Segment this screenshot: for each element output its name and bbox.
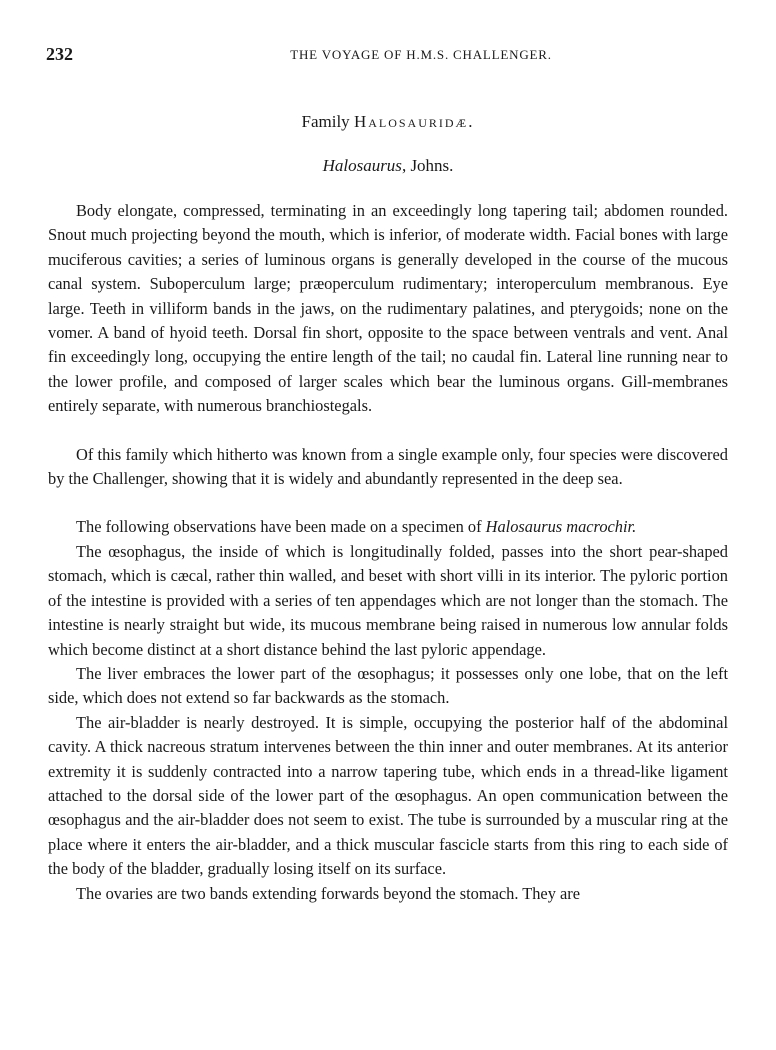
family-heading-name: Halosauridæ.	[353, 112, 475, 131]
family-heading	[0, 112, 776, 132]
observations-species: Halosaurus macrochir.	[485, 517, 637, 537]
paragraph-ovaries: The ovaries are two bands extending forwards beyond the stomach. They are	[76, 883, 580, 903]
running-head	[46, 44, 736, 66]
page-number: 232	[46, 44, 73, 64]
family-heading-prefix: Family	[301, 112, 350, 131]
genus-name: Halosaurus	[322, 156, 402, 175]
observations-intro-text: The following observations have been made on a specimen of	[76, 517, 486, 537]
paragraph-diagnosis: Body elongate, compressed, terminating in an exceedingly long tapering tail; abdomen rounded. Snout much projecting beyond the mouth, which is inferior, of moderate width. Facial bones with large muciferous cavities; a series of luminous organs is generally developed in the course of the mucous canal system. Suboperculum large; præoperculum rudimentary; interoperculum membranous. Eye large. Teeth in villiform bands in the jaws, on the rudimentary palatines, and pterygoids; none on the vomer. A band of hyoid teeth. Dorsal fin short, opposite to the space between ventrals and vent. Anal fin exceedingly long, occupying the entire length of the tail; no caudal fin. Lateral line running near to the lower profile, and composed of larger scales which bear the luminous organs. Gill-membranes entirely separate, with numerous branchiostegals.	[48, 201, 728, 416]
genus-author: , Johns.	[401, 156, 454, 175]
paragraph-observations-intro	[48, 515, 728, 539]
genus-heading	[0, 156, 776, 176]
paragraph-liver: The liver embraces the lower part of the œsophagus; it possesses only one lobe, that on the left side, which does not extend so far backwards as the stomach.	[48, 663, 728, 708]
paragraph-oesophagus: The œsophagus, the inside of which is longitudinally folded, passes into the short pear-shaped stomach, which is cæcal, rather thin walled, and beset with short villi in its interior. The pyloric portion of the intestine is provided with a series of ten appendages which are not longer than the stomach. The intestine is nearly straight but wide, its mucous membrane being raised in numerous low annular folds which become distinct at a short distance behind the last pyloric appendage.	[48, 541, 728, 659]
running-title: THE VOYAGE OF H.M.S. CHALLENGER.	[290, 47, 552, 62]
body-text	[48, 199, 728, 906]
paragraph-air-bladder: The air-bladder is nearly destroyed. It is simple, occupying the posterior half of the abdominal cavity. A thick nacreous stratum intervenes between the thin inner and outer membranes. At its anterior extremity it is suddenly contracted into a narrow tapering tube, which ends in a thread-like ligament attached to the dorsal side of the lower part of the œsophagus. An open communication between the œsophagus and the air-bladder does not seem to exist. The tube is surrounded by a muscular ring at the place where it enters the air-bladder, and a thick muscular fascicle starts from this ring to each side of the body of the bladder, gradually losing itself on its surface.	[48, 712, 728, 879]
paragraph-family-note: Of this family which hitherto was known from a single example only, four species were discovered by the Challenger, showing that it is widely and abundantly represented in the deep sea.	[48, 444, 728, 489]
